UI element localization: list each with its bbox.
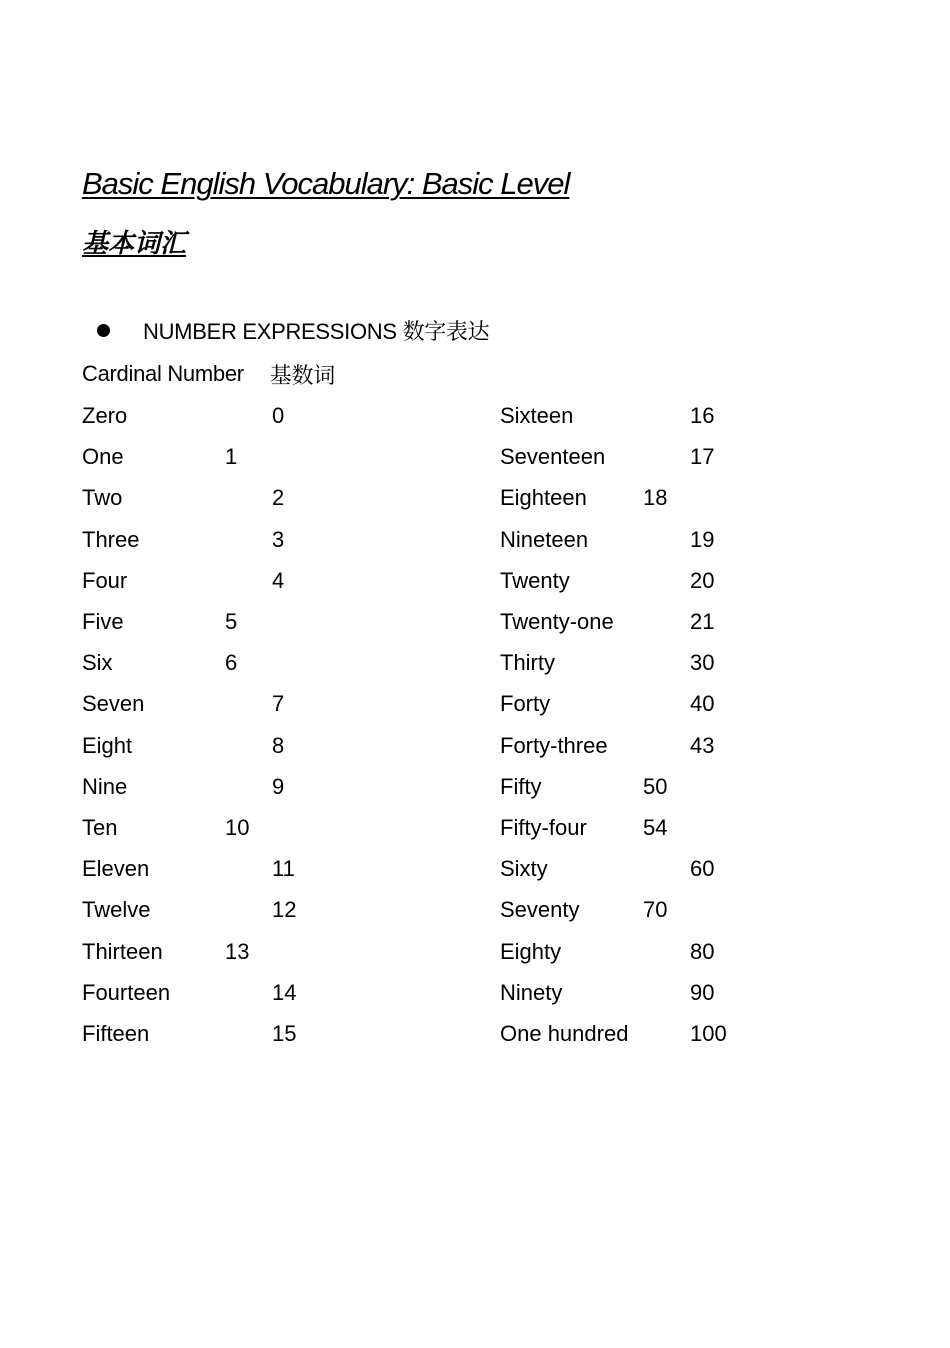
left-row xyxy=(82,525,342,555)
right-row xyxy=(500,978,760,1008)
right-row xyxy=(500,854,760,884)
left-row xyxy=(82,607,342,637)
number-word: Sixteen xyxy=(500,403,574,428)
left-row xyxy=(82,483,342,513)
right-row xyxy=(500,648,760,678)
number-word: Eighteen xyxy=(500,485,587,510)
right-row xyxy=(500,483,760,513)
number-word: Eleven xyxy=(82,856,150,881)
number-digit: 70 xyxy=(643,897,668,922)
number-word: Three xyxy=(82,527,140,552)
number-digit: 13 xyxy=(225,939,250,964)
left-row xyxy=(82,937,342,967)
number-word: Zero xyxy=(82,403,128,428)
number-word: Two xyxy=(82,485,123,510)
number-digit: 18 xyxy=(643,485,668,510)
left-row xyxy=(82,566,342,596)
number-word: One hundred xyxy=(500,1021,629,1046)
number-word: Twelve xyxy=(82,897,151,922)
bullet-icon xyxy=(97,324,110,337)
left-row xyxy=(82,772,342,802)
document-title: Basic English Vocabulary: Basic Level xyxy=(82,166,570,201)
number-digit: 90 xyxy=(690,980,715,1005)
subheading-en: Cardinal Number xyxy=(82,361,244,386)
left-row xyxy=(82,978,342,1008)
number-digit: 6 xyxy=(225,650,238,675)
number-digit: 4 xyxy=(272,568,285,593)
left-row xyxy=(82,813,342,843)
number-word: Twenty-one xyxy=(500,609,614,634)
left-row xyxy=(82,648,342,678)
number-word: Eight xyxy=(82,733,133,758)
document-subtitle: 基本词汇 xyxy=(82,229,187,259)
number-digit: 43 xyxy=(690,733,715,758)
right-row xyxy=(500,566,760,596)
right-row xyxy=(500,937,760,967)
right-row xyxy=(500,607,760,637)
number-word: Eighty xyxy=(500,939,562,964)
number-digit: 30 xyxy=(690,650,715,675)
number-digit: 0 xyxy=(272,403,285,428)
left-row xyxy=(82,442,342,472)
right-row xyxy=(500,1019,760,1049)
number-word: Fourteen xyxy=(82,980,171,1005)
number-digit: 11 xyxy=(272,856,295,881)
number-digit: 40 xyxy=(690,691,715,716)
number-digit: 20 xyxy=(690,568,715,593)
number-digit: 19 xyxy=(690,527,715,552)
number-word: Forty xyxy=(500,691,551,716)
number-word: Fifty xyxy=(500,774,542,799)
number-word: Sixty xyxy=(500,856,548,881)
number-digit: 17 xyxy=(690,444,715,469)
number-digit: 5 xyxy=(225,609,238,634)
right-row xyxy=(500,772,760,802)
cardinal-number-heading xyxy=(82,359,335,389)
number-word: Seven xyxy=(82,691,145,716)
right-row xyxy=(500,731,760,761)
right-row xyxy=(500,442,760,472)
left-row xyxy=(82,1019,342,1049)
number-digit: 2 xyxy=(272,485,285,510)
number-digit: 80 xyxy=(690,939,715,964)
left-row xyxy=(82,731,342,761)
number-digit: 60 xyxy=(690,856,715,881)
number-digit: 50 xyxy=(643,774,668,799)
number-word: Fifty-four xyxy=(500,815,587,840)
number-word: Thirty xyxy=(500,650,555,675)
number-word: Twenty xyxy=(500,568,570,593)
number-word: One xyxy=(82,444,124,469)
number-digit: 3 xyxy=(272,527,285,552)
left-row xyxy=(82,689,342,719)
right-row xyxy=(500,689,760,719)
number-digit: 100 xyxy=(690,1021,727,1046)
number-digit: 8 xyxy=(272,733,285,758)
section-heading-label: NUMBER EXPRESSIONS 数字表达 xyxy=(143,318,490,344)
number-digit: 54 xyxy=(643,815,668,840)
number-word: Four xyxy=(82,568,128,593)
number-word: Nineteen xyxy=(500,527,589,552)
number-word: Five xyxy=(82,609,124,634)
number-digit: 16 xyxy=(690,403,715,428)
number-digit: 21 xyxy=(690,609,715,634)
right-row xyxy=(500,813,760,843)
right-row xyxy=(500,895,760,925)
number-word: Six xyxy=(82,650,113,675)
number-word: Seventeen xyxy=(500,444,606,469)
right-row xyxy=(500,525,760,555)
number-word: Ten xyxy=(82,815,118,840)
number-word: Fifteen xyxy=(82,1021,150,1046)
number-digit: 12 xyxy=(272,897,297,922)
number-digit: 15 xyxy=(272,1021,297,1046)
number-digit: 7 xyxy=(272,691,285,716)
number-word: Seventy xyxy=(500,897,580,922)
number-word: Thirteen xyxy=(82,939,163,964)
left-row xyxy=(82,854,342,884)
left-row xyxy=(82,895,342,925)
number-word: Forty-three xyxy=(500,733,608,758)
section-heading xyxy=(97,315,489,345)
number-digit: 1 xyxy=(225,444,238,469)
subheading-cn: 基数词 xyxy=(269,362,335,388)
number-word: Ninety xyxy=(500,980,563,1005)
left-row xyxy=(82,401,342,431)
number-digit: 9 xyxy=(272,774,285,799)
right-row xyxy=(500,401,760,431)
number-digit: 14 xyxy=(272,980,297,1005)
number-digit: 10 xyxy=(225,815,250,840)
number-word: Nine xyxy=(82,774,128,799)
